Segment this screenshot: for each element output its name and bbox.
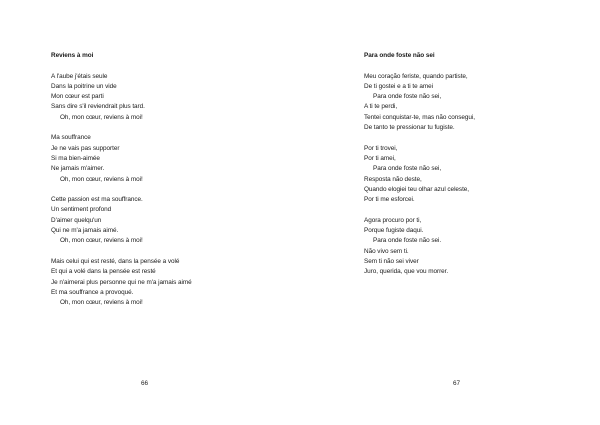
verse-line: Ma souffrance	[51, 134, 91, 142]
stanza-4	[51, 257, 192, 308]
verse-line: Mais celui qui est resté, dans la pensée a volé	[51, 257, 180, 265]
verse-line: Dans la poitrine un vide	[51, 82, 117, 90]
verse-line: Qui ne m'a jamais aimé.	[51, 227, 119, 235]
verse-line: Por ti me esforcei.	[364, 196, 415, 204]
verse-line: Mon cœur est parti	[51, 93, 104, 101]
stanza-1	[51, 72, 192, 123]
verse-line: Meu coração feriste, quando partiste,	[364, 72, 468, 80]
poem-reviens-a-moi	[51, 51, 192, 319]
verse-line: Et qui a volé dans la pensée est resté	[51, 268, 156, 276]
verse-line: Un sentiment profond	[51, 206, 112, 214]
poem-title: Para onde foste não sei	[364, 52, 435, 59]
verse-line: Si ma bien-aimée	[51, 154, 100, 162]
verse-line: Juro, querida, que vou morrer.	[364, 268, 449, 276]
page-number: 67	[453, 380, 461, 387]
verse-line: De tanto te pressionar tu fugiste.	[364, 124, 455, 132]
page-number: 66	[141, 380, 149, 387]
verse-line: De ti gostei e a ti te amei	[364, 82, 433, 90]
verse-line: Por ti amei,	[364, 154, 396, 162]
poem-title: Reviens à moi	[51, 52, 94, 59]
refrain-line: Para onde foste não sei,	[373, 93, 442, 101]
refrain-line: Para onde foste não sei.	[373, 237, 442, 245]
refrain-line: Oh, mon cœur, reviens à moi!	[60, 175, 143, 183]
stanza-3	[51, 195, 192, 246]
verse-line: Não vivo sem ti.	[364, 247, 409, 255]
right-page	[300, 0, 600, 425]
poem-para-onde-foste-nao-sei	[364, 51, 475, 288]
verse-line: Sem ti não sei viver	[364, 257, 419, 265]
verse-line: A l'aube j'étais seule	[51, 72, 108, 80]
verse-line: Quando elogiei teu olhar azul celeste,	[364, 185, 470, 193]
refrain-line: Oh, mon cœur, reviens à moi!	[60, 237, 143, 245]
verse-line: Tentei conquistar-te, mas não consegui,	[364, 113, 476, 121]
verse-line: D'aimer quelqu'un	[51, 216, 102, 224]
refrain-line: Oh, mon cœur, reviens à moi!	[60, 299, 143, 307]
verse-line: Por ti trovei,	[364, 144, 398, 152]
stanza-2	[364, 144, 475, 206]
verse-line: Sans dire s'il reviendrait plus tard.	[51, 103, 145, 111]
stanza-2	[51, 133, 192, 184]
stanza-3	[364, 216, 475, 278]
refrain-line: Oh, mon cœur, reviens à moi!	[60, 113, 143, 121]
refrain-line: Para onde foste não sei,	[373, 165, 442, 173]
verse-line: Agora procuro por ti,	[364, 216, 422, 224]
verse-line: Cette passion est ma souffrance.	[51, 196, 143, 204]
verse-line: Porque fugiste daqui.	[364, 227, 424, 235]
verse-line: A ti te perdi,	[364, 103, 398, 111]
verse-line: Je ne vais pas supporter	[51, 144, 120, 152]
verse-line: Je n'aimerai plus personne qui ne m'a jamais aimé	[51, 278, 192, 286]
verse-line: Et ma souffrance a provoqué.	[51, 288, 134, 296]
verse-line: Resposta não deste,	[364, 175, 422, 183]
stanza-1	[364, 72, 475, 134]
verse-line: Ne jamais m'aimer.	[51, 165, 105, 173]
